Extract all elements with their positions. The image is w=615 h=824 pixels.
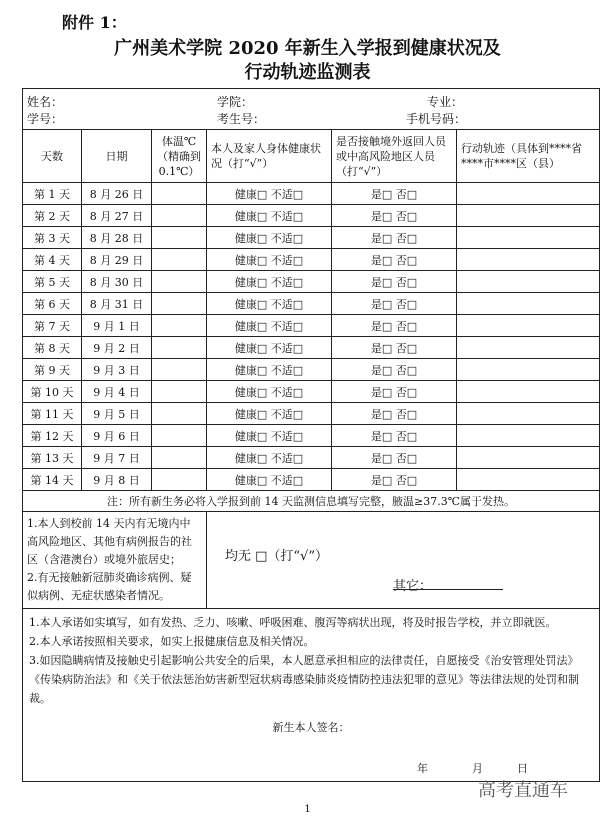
health-checkbox[interactable]: 健康□ 不适□ bbox=[207, 249, 332, 271]
day-row bbox=[23, 205, 600, 227]
date-label: 9 月 3 日 bbox=[82, 359, 152, 381]
date-label: 9 月 1 日 bbox=[82, 315, 152, 337]
health-checkbox[interactable]: 健康□ 不适□ bbox=[207, 205, 332, 227]
temperature-input[interactable] bbox=[152, 447, 207, 469]
day-label: 第 2 天 bbox=[23, 205, 82, 227]
health-checkbox[interactable]: 健康□ 不适□ bbox=[207, 183, 332, 205]
health-checkbox[interactable]: 健康□ 不适□ bbox=[207, 337, 332, 359]
temperature-input[interactable] bbox=[152, 315, 207, 337]
day-row bbox=[23, 403, 600, 425]
date-label: 9 月 5 日 bbox=[82, 403, 152, 425]
question-line: 区（含港澳台）或境外旅居史； bbox=[27, 553, 181, 566]
day-label: 第 6 天 bbox=[23, 293, 82, 315]
day-row bbox=[23, 381, 600, 403]
temperature-input[interactable] bbox=[152, 271, 207, 293]
college-label: 学院： bbox=[217, 95, 254, 109]
page-number: 1 bbox=[304, 804, 311, 815]
track-input[interactable] bbox=[457, 469, 600, 491]
header-date: 日期 bbox=[82, 130, 152, 183]
day-row bbox=[23, 337, 600, 359]
temperature-input[interactable] bbox=[152, 425, 207, 447]
pledge-item-3: 3.如因隐瞒病情及接触史引起影响公共安全的后果，本人愿意承担相应的法律责任，自愿接受《治安管理处罚法》《传染病防治法》和《关于依法惩治妨害新型冠状病毒感染肺炎疫情防控违法犯罪的意见》等法律法规的处罚和制裁。 bbox=[29, 654, 579, 705]
student-info bbox=[23, 89, 599, 129]
contact-checkbox[interactable]: 是□ 否□ bbox=[332, 271, 457, 293]
month-label: 月 bbox=[472, 762, 483, 775]
contact-checkbox[interactable]: 是□ 否□ bbox=[332, 227, 457, 249]
health-checkbox[interactable]: 健康□ 不适□ bbox=[207, 227, 332, 249]
form-title-line1: 广州美术学院 2020 年新生入学报到健康状况及 bbox=[114, 38, 501, 59]
day-row bbox=[23, 227, 600, 249]
temperature-input[interactable] bbox=[152, 381, 207, 403]
contact-checkbox[interactable]: 是□ 否□ bbox=[332, 205, 457, 227]
day-row bbox=[23, 447, 600, 469]
header-contact: 是否接触境外返回人员或中高风险地区人员（打“√”） bbox=[332, 130, 457, 183]
pledge-item-2: 2.本人承诺按照相关要求，如实上报健康信息及相关情况。 bbox=[29, 635, 315, 648]
health-checkbox[interactable]: 健康□ 不适□ bbox=[207, 403, 332, 425]
track-input[interactable] bbox=[457, 315, 600, 337]
exam-number-label: 考生号： bbox=[217, 112, 266, 126]
date-label: 9 月 7 日 bbox=[82, 447, 152, 469]
day-row bbox=[23, 425, 600, 447]
day-label: 第 4 天 bbox=[23, 249, 82, 271]
track-input[interactable] bbox=[457, 205, 600, 227]
day-row bbox=[23, 469, 600, 491]
major-label: 专业： bbox=[427, 95, 464, 109]
header-track: 行动轨迹（具体到****省****市****区（县） bbox=[457, 130, 600, 183]
contact-checkbox[interactable]: 是□ 否□ bbox=[332, 425, 457, 447]
temperature-input[interactable] bbox=[152, 359, 207, 381]
date-label: 8 月 27 日 bbox=[82, 205, 152, 227]
student-id-label: 学号： bbox=[27, 112, 64, 126]
temperature-input[interactable] bbox=[152, 183, 207, 205]
contact-checkbox[interactable]: 是□ 否□ bbox=[332, 315, 457, 337]
header-day: 天数 bbox=[23, 130, 82, 183]
day-label: 第 5 天 bbox=[23, 271, 82, 293]
track-input[interactable] bbox=[457, 337, 600, 359]
day-label: 第 9 天 bbox=[23, 359, 82, 381]
day-label: 第 3 天 bbox=[23, 227, 82, 249]
track-input[interactable] bbox=[457, 425, 600, 447]
date-label: 9 月 4 日 bbox=[82, 381, 152, 403]
header-health: 本人及家人身体健康状况（打“√”） bbox=[207, 130, 332, 183]
day-label: 第 11 天 bbox=[23, 403, 82, 425]
track-input[interactable] bbox=[457, 293, 600, 315]
track-input[interactable] bbox=[457, 249, 600, 271]
track-input[interactable] bbox=[457, 227, 600, 249]
health-checkbox[interactable]: 健康□ 不适□ bbox=[207, 469, 332, 491]
form-title-line2: 行动轨迹监测表 bbox=[244, 62, 371, 83]
date-label: 9 月 8 日 bbox=[82, 469, 152, 491]
temperature-input[interactable] bbox=[152, 337, 207, 359]
temperature-input[interactable] bbox=[152, 227, 207, 249]
day-label: 第 1 天 bbox=[23, 183, 82, 205]
header-temperature: 体温℃（精确到 0.1℃） bbox=[152, 130, 207, 183]
track-input[interactable] bbox=[457, 381, 600, 403]
day-row bbox=[23, 249, 600, 271]
date-label: 8 月 30 日 bbox=[82, 271, 152, 293]
date-label: 9 月 2 日 bbox=[82, 337, 152, 359]
health-checkbox[interactable]: 健康□ 不适□ bbox=[207, 447, 332, 469]
travel-question bbox=[23, 512, 207, 609]
attachment-label: 附件 1： bbox=[62, 13, 127, 32]
health-checkbox[interactable]: 健康□ 不适□ bbox=[207, 315, 332, 337]
pledge-section bbox=[23, 609, 600, 782]
day-label: 第 7 天 bbox=[23, 315, 82, 337]
signature-label[interactable]: 新生本人签名： bbox=[272, 721, 350, 734]
contact-checkbox[interactable]: 是□ 否□ bbox=[332, 381, 457, 403]
track-input[interactable] bbox=[457, 447, 600, 469]
health-monitoring-table bbox=[22, 88, 600, 782]
date-label: 8 月 31 日 bbox=[82, 293, 152, 315]
health-checkbox[interactable]: 健康□ 不适□ bbox=[207, 271, 332, 293]
health-checkbox[interactable]: 健康□ 不适□ bbox=[207, 425, 332, 447]
watermark: 高考直通车 bbox=[478, 780, 568, 801]
track-input[interactable] bbox=[457, 271, 600, 293]
phone-label: 手机号码： bbox=[406, 112, 467, 126]
health-checkbox[interactable]: 健康□ 不适□ bbox=[207, 381, 332, 403]
contact-checkbox[interactable]: 是□ 否□ bbox=[332, 183, 457, 205]
health-checkbox[interactable]: 健康□ 不适□ bbox=[207, 359, 332, 381]
none-checkbox[interactable]: 均无 □（打“√”） bbox=[225, 549, 328, 564]
question-line: 高风险地区、其他有病例报告的社 bbox=[27, 535, 192, 548]
question-line: 似病例、无症状感染者情况。 bbox=[27, 589, 170, 602]
other-label: 其它： bbox=[393, 579, 433, 594]
day-row bbox=[23, 359, 600, 381]
day-row bbox=[23, 293, 600, 315]
year-label: 年 bbox=[417, 762, 428, 775]
pledge-item-1: 1.本人承诺如实填写，如有发热、乏力、咳嗽、呼吸困难、腹泻等病状出现，将及时报告学校，并立即就医。 bbox=[29, 616, 557, 629]
temperature-input[interactable] bbox=[152, 205, 207, 227]
question-line: 1.本人到校前 14 天内有无境内中 bbox=[27, 517, 191, 530]
contact-checkbox[interactable]: 是□ 否□ bbox=[332, 403, 457, 425]
track-input[interactable] bbox=[457, 403, 600, 425]
track-input[interactable] bbox=[457, 359, 600, 381]
temperature-input[interactable] bbox=[152, 249, 207, 271]
day-label: 第 14 天 bbox=[23, 469, 82, 491]
contact-checkbox[interactable]: 是□ 否□ bbox=[332, 293, 457, 315]
day-label: 日 bbox=[517, 762, 528, 775]
day-label: 第 13 天 bbox=[23, 447, 82, 469]
health-checkbox[interactable]: 健康□ 不适□ bbox=[207, 293, 332, 315]
name-label: 姓名： bbox=[27, 95, 64, 109]
day-label: 第 12 天 bbox=[23, 425, 82, 447]
day-row bbox=[23, 315, 600, 337]
date-label: 8 月 29 日 bbox=[82, 249, 152, 271]
temperature-input[interactable] bbox=[152, 469, 207, 491]
contact-checkbox[interactable]: 是□ 否□ bbox=[332, 249, 457, 271]
contact-checkbox[interactable]: 是□ 否□ bbox=[332, 359, 457, 381]
question-line: 2.有无接触新冠肺炎确诊病例、疑 bbox=[27, 571, 192, 584]
contact-checkbox[interactable]: 是□ 否□ bbox=[332, 447, 457, 469]
day-label: 第 8 天 bbox=[23, 337, 82, 359]
date-label: 9 月 6 日 bbox=[82, 425, 152, 447]
day-label: 第 10 天 bbox=[23, 381, 82, 403]
temperature-input[interactable] bbox=[152, 293, 207, 315]
day-row bbox=[23, 183, 600, 205]
other-input-line[interactable] bbox=[393, 575, 503, 590]
date-label: 8 月 28 日 bbox=[82, 227, 152, 249]
day-row bbox=[23, 271, 600, 293]
date-label: 8 月 26 日 bbox=[82, 183, 152, 205]
temperature-input[interactable] bbox=[152, 403, 207, 425]
note-row: 注：所有新生务必将入学报到前 14 天监测信息填写完整，腋温≥37.3℃属于发热。 bbox=[23, 491, 600, 512]
sign-date bbox=[29, 737, 593, 777]
contact-checkbox[interactable]: 是□ 否□ bbox=[332, 337, 457, 359]
question-answer bbox=[207, 515, 599, 605]
track-input[interactable] bbox=[457, 183, 600, 205]
contact-checkbox[interactable]: 是□ 否□ bbox=[332, 469, 457, 491]
